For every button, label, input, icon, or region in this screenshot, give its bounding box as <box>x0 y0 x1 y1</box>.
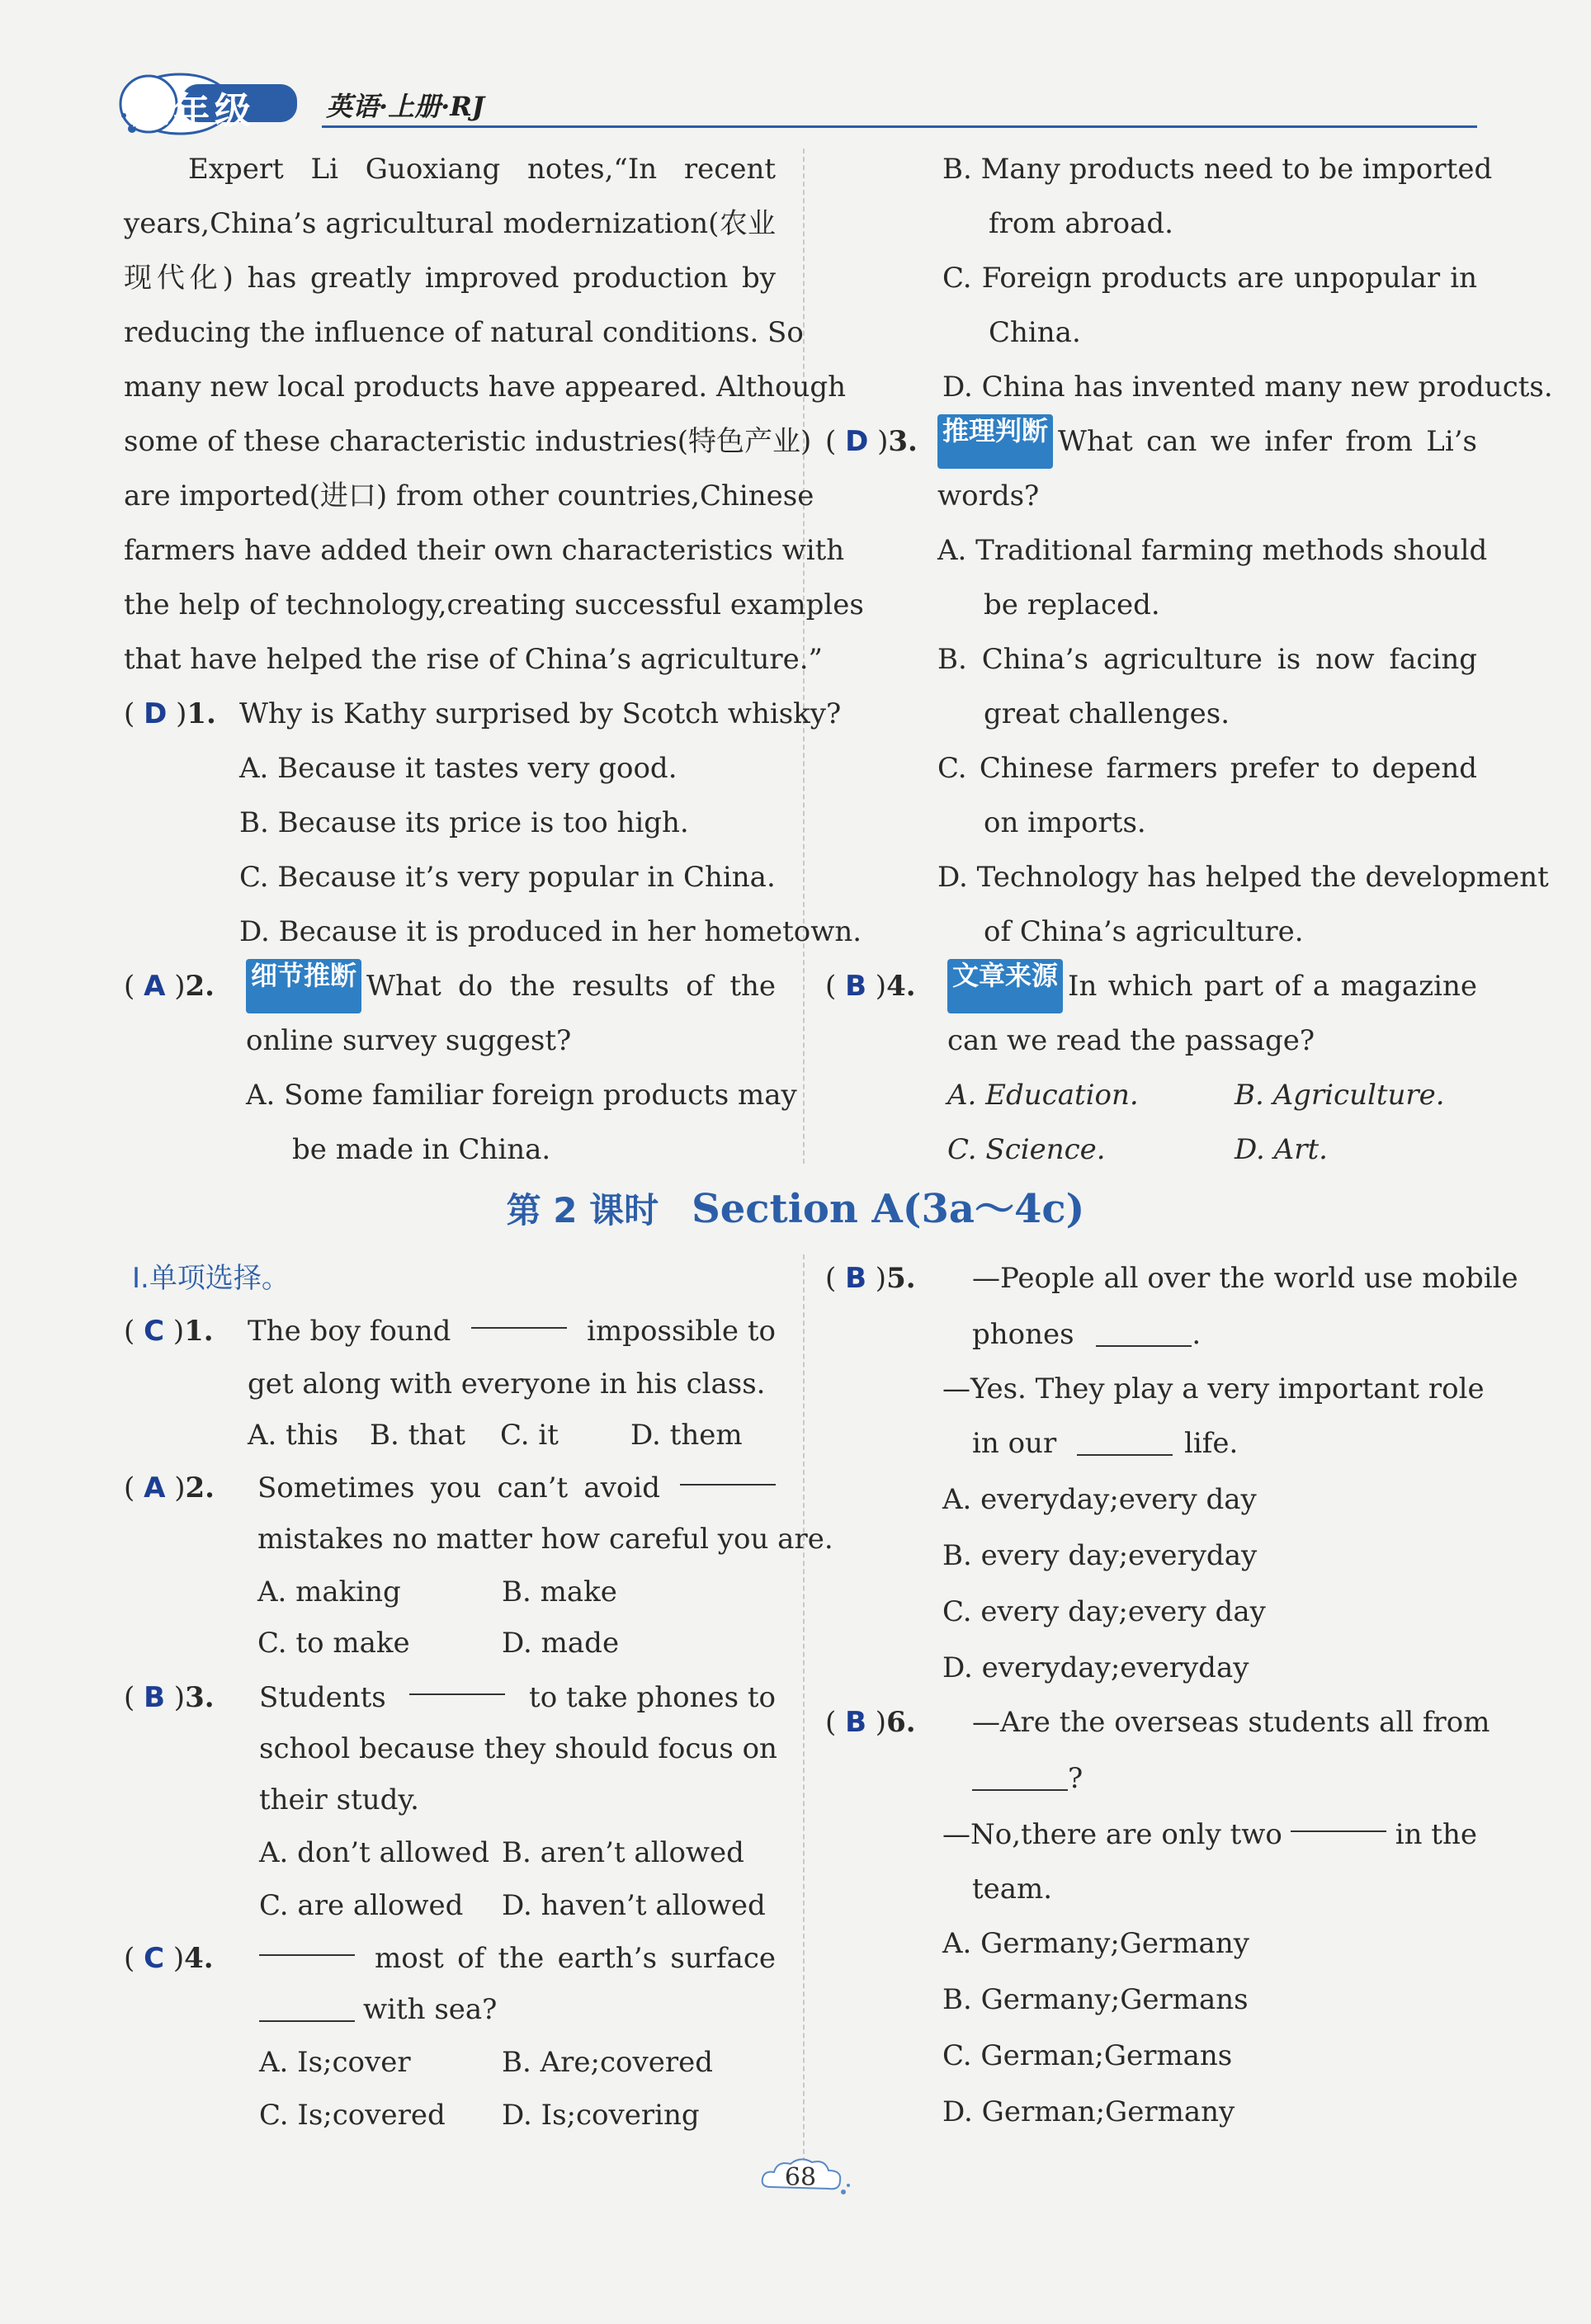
option: A. Is;cover <box>259 2046 411 2079</box>
header-subtitle: 英语·上册·RJ <box>326 91 485 122</box>
question-num: 1. <box>186 697 216 730</box>
stem-text: What can we infer from Li’s <box>1058 425 1477 458</box>
option: D. made <box>502 1627 620 1660</box>
stem-text: most of the earth’s surface <box>375 1942 776 1975</box>
answer-letter: D <box>144 697 168 730</box>
passage-line: 现代化) has greatly improved production by <box>124 262 776 295</box>
option: C. Science. <box>947 1133 1106 1166</box>
option: B. Are;covered <box>502 2046 713 2079</box>
question-number: ( D )3. <box>825 425 918 458</box>
question-number: ( C )1. <box>124 1315 214 1348</box>
option: C. to make <box>257 1627 410 1660</box>
passage-line: years,China’s agricultural modernization(农业 <box>124 207 776 240</box>
question-stem <box>972 1751 1083 1806</box>
option: on imports. <box>984 806 1146 839</box>
question-num: 4. <box>184 1942 214 1975</box>
answer-blank <box>680 1461 776 1486</box>
option: B. aren’t allowed <box>502 1836 744 1869</box>
question-stem <box>942 1807 1477 1862</box>
option: B. make <box>502 1575 617 1608</box>
answer-blank <box>409 1670 505 1695</box>
stem-text: life. <box>1184 1427 1239 1460</box>
stem-text: Students <box>259 1681 386 1714</box>
passage-line: many new local products have appeared. Although <box>124 371 847 404</box>
question-number: ( B )6. <box>825 1706 916 1739</box>
question-number: ( B )5. <box>825 1262 916 1295</box>
question-number: ( B )3. <box>124 1681 215 1714</box>
question-stem: —Yes. They play a very important role <box>942 1372 1485 1405</box>
passage-line: that have helped the rise of China’s agriculture.” <box>124 643 823 676</box>
answer-letter: C <box>144 1942 165 1975</box>
question-num: 2. <box>185 970 215 1003</box>
column-divider-bottom <box>803 1254 805 2162</box>
question-num: 3. <box>185 1681 215 1714</box>
question-stem: team. <box>972 1873 1053 1906</box>
option: C. every day;every day <box>942 1595 1266 1628</box>
stem-text: . <box>1192 1318 1202 1351</box>
option: A. everyday;every day <box>942 1483 1257 1516</box>
question-number: ( D )1. <box>124 697 216 730</box>
option: of China’s agriculture. <box>984 915 1304 948</box>
option: be replaced. <box>984 588 1160 621</box>
question-stem <box>972 1307 1201 1362</box>
grade-badge: 九年级 <box>132 90 256 132</box>
question-stem: Why is Kathy surprised by Scotch whisky? <box>239 697 842 730</box>
question-stem <box>937 414 1477 469</box>
answer-letter: B <box>845 1706 866 1739</box>
stem-text: —No,there are only two <box>942 1818 1282 1851</box>
answer-letter: C <box>144 1315 165 1348</box>
option: B. Agriculture. <box>1235 1079 1445 1112</box>
question-stem <box>259 1931 776 1986</box>
section-title-cn: 第 2 课时 <box>506 1190 659 1230</box>
passage-line: Expert Li Guoxiang notes,“In recent <box>188 153 776 186</box>
answer-letter: A <box>144 1471 166 1504</box>
section-title-en: Section A(3a～4c) <box>692 1186 1085 1232</box>
question-number: ( C )4. <box>124 1942 214 1975</box>
passage-line: reducing the influence of natural conditions. So <box>124 316 804 349</box>
stem-text: with sea? <box>363 1993 498 2026</box>
question-stem: school because they should focus on <box>259 1732 777 1765</box>
question-stem: get along with everyone in his class. <box>248 1367 766 1401</box>
question-num: 5. <box>886 1262 916 1295</box>
option: A. Germany;Germany <box>942 1927 1249 1960</box>
option: D. Because it is produced in her hometown. <box>239 915 862 948</box>
option: C. Chinese farmers prefer to depend <box>937 752 1477 785</box>
answer-letter: B <box>845 1262 866 1295</box>
option: A. Traditional farming methods should <box>937 534 1488 567</box>
option: B. Because its price is too high. <box>239 806 689 839</box>
option: D. German;Germany <box>942 2095 1235 2128</box>
question-stem: —Are the overseas students all from <box>972 1706 1490 1739</box>
option: D. Art. <box>1235 1133 1328 1166</box>
part-heading: Ⅰ.单项选择。 <box>132 1262 290 1295</box>
header-rule <box>322 125 1477 128</box>
option: D. everyday;everyday <box>942 1651 1249 1684</box>
option: great challenges. <box>984 697 1230 730</box>
option: B. China’s agriculture is now facing <box>937 643 1477 676</box>
section-title <box>0 1180 1591 1240</box>
question-stem <box>248 1304 776 1358</box>
option: D. haven’t allowed <box>502 1889 766 1922</box>
option: C. Because it’s very popular in China. <box>239 861 776 894</box>
stem-text: impossible to <box>587 1315 776 1348</box>
question-stem <box>972 1416 1238 1471</box>
answer-blank <box>1096 1322 1192 1347</box>
stem-text: What do the results of the <box>366 970 776 1003</box>
stem-text: ? <box>1068 1762 1083 1795</box>
option: D. them <box>630 1419 743 1452</box>
question-stem <box>246 959 776 1013</box>
question-stem: —People all over the world use mobile <box>972 1262 1518 1295</box>
question-stem: can we read the passage? <box>947 1024 1315 1057</box>
question-number: ( B )4. <box>825 970 916 1003</box>
header <box>116 66 1477 140</box>
question-num: 4. <box>886 970 916 1003</box>
question-num: 1. <box>184 1315 214 1348</box>
option: C. are allowed <box>259 1889 464 1922</box>
skill-tag: 细节推断 <box>246 959 361 1013</box>
option: D. Is;covering <box>502 2099 700 2132</box>
option: C. Is;covered <box>259 2099 446 2132</box>
page-number: 68 <box>784 2163 817 2192</box>
answer-blank <box>972 1766 1068 1791</box>
question-stem: words? <box>937 479 1040 513</box>
question-stem <box>259 1982 497 2037</box>
stem-text: In which part of a magazine <box>1068 970 1477 1003</box>
skill-tag: 文章来源 <box>947 959 1063 1013</box>
question-stem <box>257 1461 776 1515</box>
option: A. Some familiar foreign products may <box>246 1079 797 1112</box>
option: A. Education. <box>947 1079 1139 1112</box>
option: B. Many products need to be imported <box>942 153 1493 186</box>
answer-letter: D <box>845 425 869 458</box>
answer-letter: B <box>144 1681 165 1714</box>
answer-blank <box>1291 1807 1386 1832</box>
option: be made in China. <box>292 1133 551 1166</box>
question-number: ( A )2. <box>124 1471 215 1504</box>
answer-letter: A <box>144 970 166 1003</box>
stem-text: in our <box>972 1427 1057 1460</box>
question-stem: online survey suggest? <box>246 1024 572 1057</box>
option: A. don’t allowed <box>259 1836 490 1869</box>
question-stem <box>947 959 1477 1013</box>
stem-text: in the <box>1395 1818 1477 1851</box>
stem-text: to take phones to <box>529 1681 776 1714</box>
option: China. <box>989 316 1081 349</box>
question-stem: their study. <box>259 1783 419 1816</box>
question-num: 3. <box>888 425 918 458</box>
answer-blank <box>259 1997 355 2022</box>
option: D. Technology has helped the development <box>937 861 1549 894</box>
passage-line: farmers have added their own characteristics with <box>124 534 845 567</box>
option: B. Germany;Germans <box>942 1983 1249 2016</box>
passage-line: are imported(进口) from other countries,Chinese <box>124 479 814 513</box>
stem-text: The boy found <box>248 1315 451 1348</box>
stem-text: phones <box>972 1318 1074 1351</box>
skill-tag: 推理判断 <box>937 414 1053 469</box>
option: A. this <box>248 1419 339 1452</box>
option: from abroad. <box>989 207 1173 240</box>
option: B. every day;everyday <box>942 1539 1258 1572</box>
question-number: ( A )2. <box>124 970 215 1003</box>
question-stem: mistakes no matter how careful you are. <box>257 1523 833 1556</box>
answer-letter: B <box>845 970 866 1003</box>
answer-blank <box>471 1304 567 1329</box>
question-num: 6. <box>886 1706 916 1739</box>
option: A. Because it tastes very good. <box>239 752 677 785</box>
option: C. German;Germans <box>942 2039 1233 2072</box>
passage-line: the help of technology,creating successful examples <box>124 588 864 621</box>
option: B. that <box>370 1419 466 1452</box>
stem-text: Sometimes you can’t avoid <box>257 1471 660 1504</box>
answer-blank <box>259 1931 355 1956</box>
option: C. Foreign products are unpopular in <box>942 262 1477 295</box>
page-number-badge <box>754 2152 853 2202</box>
option: D. China has invented many new products. <box>942 371 1553 404</box>
option: A. making <box>257 1575 401 1608</box>
question-stem <box>259 1670 776 1725</box>
answer-blank <box>1077 1431 1173 1456</box>
question-num: 2. <box>185 1471 215 1504</box>
option: C. it <box>500 1419 559 1452</box>
passage-line: some of these characteristic industries(特色产业) <box>124 425 812 458</box>
